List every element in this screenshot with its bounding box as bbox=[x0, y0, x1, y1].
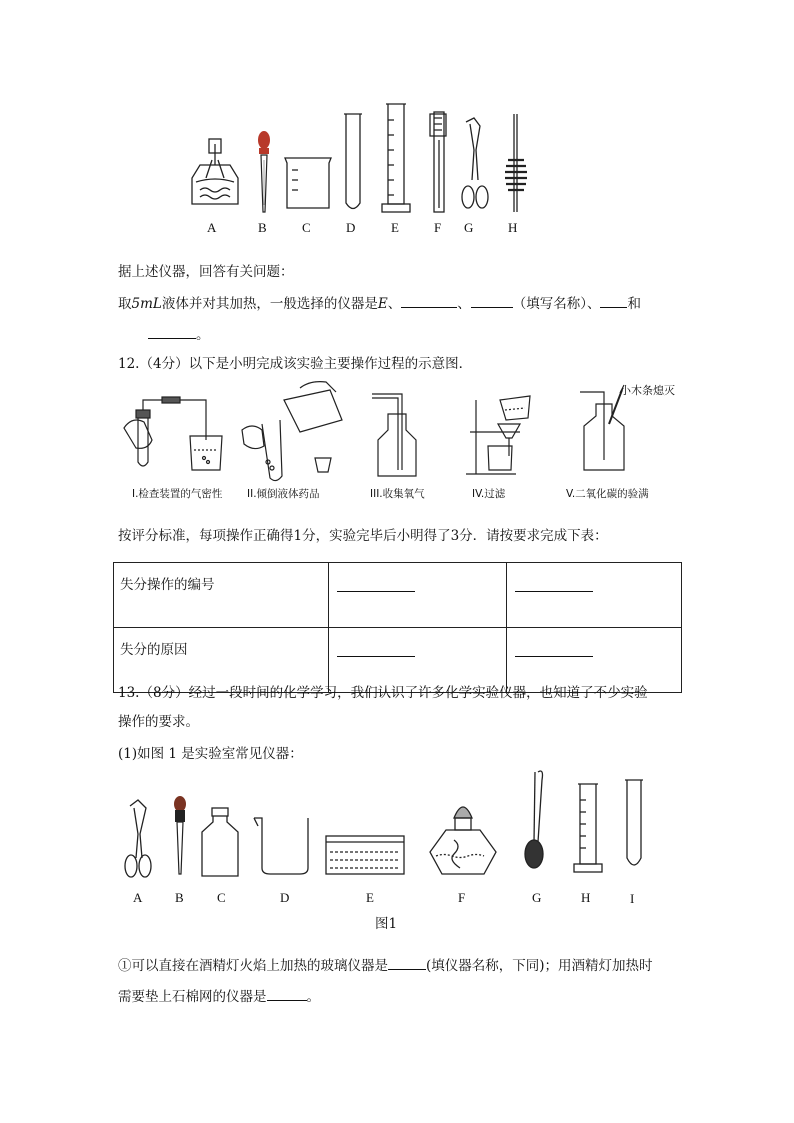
answer-blank-5[interactable] bbox=[388, 955, 426, 970]
table-row-header: 失分的原因 bbox=[114, 628, 329, 693]
combustion-spoon-icon bbox=[525, 771, 543, 868]
figure1-label-e: E bbox=[366, 890, 374, 905]
caption-3: III.收集氧气 bbox=[370, 488, 425, 500]
q13-part1-a: ①可以直接在酒精灯火焰上加热的玻璃仪器是 bbox=[118, 958, 388, 974]
q12-points: （4分） bbox=[139, 356, 189, 372]
figure-label-f: F bbox=[434, 220, 442, 235]
q12-rule: 按评分标准，每项操作正确得1分，实验完毕后小明得了3分．请按要求完成下表： bbox=[118, 528, 608, 544]
figure1-label-f: F bbox=[458, 890, 466, 905]
caption-2: II.倾倒液体药品 bbox=[247, 488, 320, 500]
figure1-label-h: H bbox=[581, 890, 591, 905]
figure1-caption: 图1 bbox=[375, 916, 398, 932]
table-row-header: 失分操作的编号 bbox=[114, 563, 329, 628]
figure1-label-i: I bbox=[630, 891, 635, 906]
q13-sub1: (1)如图 1 是实验室常见仪器： bbox=[118, 746, 303, 762]
figure1-label-a: A bbox=[133, 890, 143, 905]
figure-label-e: E bbox=[391, 220, 399, 235]
q11-sep-2: 、 bbox=[457, 296, 471, 312]
q11-volume: 5mL bbox=[131, 296, 162, 312]
q13-part1-line2 bbox=[118, 986, 320, 1007]
answer-blank-6[interactable] bbox=[267, 986, 307, 1001]
figure-label-d: D bbox=[346, 220, 356, 235]
caption-1: I.检查装置的气密性 bbox=[132, 488, 223, 500]
q11-hint: （填写名称）、 bbox=[512, 296, 601, 312]
reagent-bottle-icon bbox=[202, 808, 238, 876]
q13-part1-c: 需要垫上石棉网的仪器是 bbox=[118, 989, 267, 1005]
caption-5: V.二氧化碳的验满 bbox=[566, 488, 649, 500]
q11-text-b: 液体并对其加热，一般选择的仪器是 bbox=[161, 296, 378, 312]
figure-label-h: H bbox=[508, 220, 518, 235]
q13-part1-end: 。 bbox=[306, 989, 320, 1005]
q11-intro: 据上述仪器，回答有关问题： bbox=[118, 264, 294, 280]
figure-label-a: A bbox=[207, 220, 217, 235]
figure1-label-g: G bbox=[532, 890, 542, 905]
dropper-icon bbox=[174, 796, 186, 874]
figure-label-b: B bbox=[258, 220, 267, 235]
q12-number: 12. bbox=[118, 356, 140, 372]
q11-text-a: 取 bbox=[118, 296, 132, 312]
q11-e: E bbox=[377, 296, 388, 312]
figure1-label-d: D bbox=[280, 890, 290, 905]
q13-text1: 经过一段时间的化学学习，我们认识了许多化学实验仪器，也知道了不少实验 bbox=[188, 685, 648, 701]
q13-points: （8分） bbox=[139, 685, 189, 701]
figure-label-g: G bbox=[464, 220, 474, 235]
crucible-tongs-icon bbox=[125, 800, 151, 877]
figure1-label-b: B bbox=[175, 890, 184, 905]
figure-label-c: C bbox=[302, 220, 311, 235]
q11-and: 和 bbox=[627, 296, 641, 312]
q12-text: 以下是小明完成该实验主要操作过程的示意图． bbox=[188, 356, 473, 372]
q13-text2: 操作的要求。 bbox=[118, 714, 199, 730]
graduated-cylinder-icon bbox=[574, 784, 602, 872]
q11-sep-1: 、 bbox=[387, 296, 402, 312]
caption-4: IV.过滤 bbox=[472, 488, 506, 500]
q13-number: 13. bbox=[118, 685, 140, 701]
figure-label-burnt-stick: 小木条熄灭 bbox=[620, 384, 675, 397]
q11-line2-end: 。 bbox=[196, 327, 210, 343]
alcohol-lamp-icon bbox=[430, 807, 496, 874]
beaker-icon bbox=[254, 818, 308, 874]
q13-part1-b: (填仪器名称，下同)；用酒精灯加热时 bbox=[426, 958, 653, 974]
water-trough-icon bbox=[326, 836, 404, 874]
figure1-label-c: C bbox=[217, 890, 226, 905]
test-tube-icon bbox=[625, 780, 643, 865]
q13-part1-line1 bbox=[118, 955, 653, 976]
